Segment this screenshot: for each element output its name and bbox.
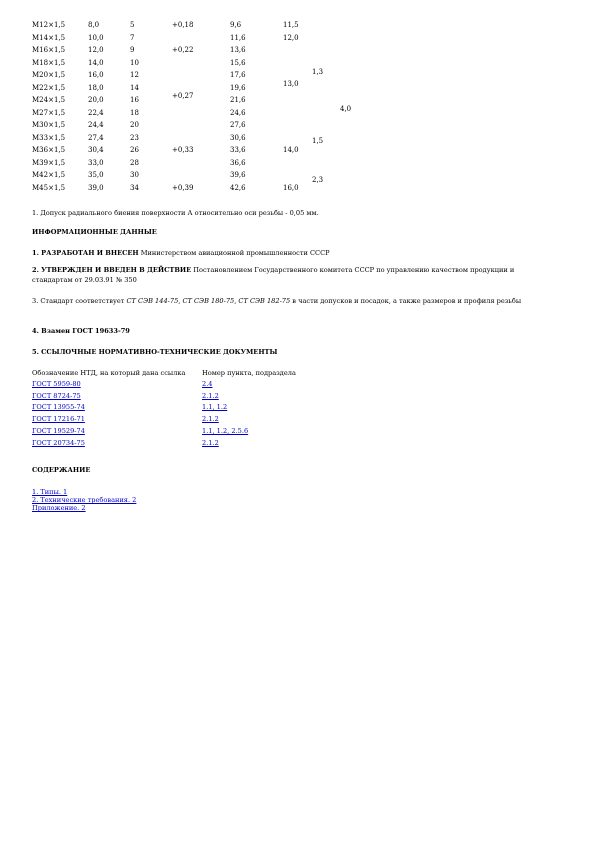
thread-cell: М36×1,5 — [32, 146, 66, 154]
thread-span-cell: 1,3 — [312, 68, 324, 76]
info-item-2-lead: 2. УТВЕРЖДЕН И ВВЕДЕН В ДЕЙСТВИЕ — [32, 266, 192, 274]
thread-cell: 27,4 — [88, 133, 104, 142]
thread-cell: 39,6 — [230, 171, 246, 179]
thread-cell: М12×1,5 — [32, 21, 66, 29]
thread-cell: 21,6 — [230, 96, 246, 104]
thread-cell: 10 — [130, 58, 139, 67]
thread-cell: М45×1,5 — [32, 183, 66, 192]
thread-cell: 13,6 — [230, 46, 246, 54]
thread-cell: 24,4 — [88, 121, 104, 129]
ref-header-doc: Обозначение НТД, на который дана ссылка — [32, 369, 186, 377]
thread-cell: 12,0 — [283, 33, 299, 42]
thread-cell: М42×1,5 — [32, 171, 66, 179]
thread-cell: М30×1,5 — [32, 121, 66, 129]
info-item-4: 4. Взамен ГОСТ 19633-79 — [32, 327, 130, 335]
thread-cell: 30 — [130, 171, 139, 179]
thread-span-cell: 1,5 — [312, 137, 324, 145]
thread-cell: +0,33 — [172, 146, 194, 154]
info-item-3-lead: 3. Стандарт соответствует — [32, 297, 127, 305]
info-item-3 — [32, 297, 552, 307]
info-item-3-standards: СТ СЭВ 144-75, СТ СЭВ 180-75, СТ СЭВ 182-75 — [126, 297, 291, 305]
thread-cell: 30,6 — [230, 133, 246, 142]
thread-cell: 18 — [130, 108, 139, 117]
info-item-1-text: Министерством авиационной промышленности СССР — [138, 249, 330, 257]
thread-cell: 24,6 — [230, 108, 246, 117]
thread-cell: М24×1,5 — [32, 96, 66, 104]
thread-cell: 14,0 — [88, 58, 104, 67]
toc-link-3[interactable]: Приложение. 2 — [32, 504, 86, 512]
thread-cell: 9,6 — [230, 21, 242, 29]
thread-cell: 27,6 — [230, 121, 246, 129]
thread-cell: 12 — [130, 71, 139, 79]
thread-cell: М18×1,5 — [32, 58, 66, 67]
info-item-2-text: Постановлением Государственного комитета СССР по управлению качеством продукции и стандартам от 29.03.91 № 350 — [32, 266, 515, 284]
thread-cell: М16×1,5 — [32, 46, 66, 54]
thread-cell: М27×1,5 — [32, 108, 66, 117]
thread-cell: 12,0 — [88, 46, 104, 54]
thread-cell: +0,22 — [172, 46, 194, 54]
thread-cell: 34 — [130, 183, 139, 192]
thread-span-cell: +0,27 — [172, 92, 194, 100]
thread-cell: 7 — [130, 33, 135, 42]
toc-link-2[interactable]: 2. Технические требования. 2 — [32, 496, 137, 504]
reference-doc-link[interactable]: ГОСТ 8724-75 — [32, 391, 81, 400]
thread-cell: 28 — [130, 158, 139, 167]
thread-cell: 33,0 — [88, 158, 104, 167]
reference-doc-link[interactable]: ГОСТ 13955-74 — [32, 403, 85, 412]
info-item-1 — [32, 249, 552, 259]
thread-cell: 20,0 — [88, 96, 104, 104]
reference-doc-link[interactable]: ГОСТ 19529-74 — [32, 426, 85, 435]
reference-item-link[interactable]: 2.1.2 — [202, 438, 219, 447]
thread-cell: 23 — [130, 133, 139, 142]
info-title: ИНФОРМАЦИОННЫЕ ДАННЫЕ — [32, 228, 157, 236]
thread-cell: 20 — [130, 121, 139, 129]
thread-cell: 19,6 — [230, 83, 246, 92]
thread-cell: +0,39 — [172, 183, 194, 192]
thread-cell: 16 — [130, 96, 139, 104]
thread-cell: 16,0 — [88, 71, 104, 79]
thread-cell: 36,6 — [230, 158, 246, 167]
reference-item-link[interactable]: 2.1.2 — [202, 415, 219, 424]
reference-doc-link[interactable]: ГОСТ 20734-75 — [32, 438, 85, 447]
ref-header-item: Номер пункта, подраздела — [202, 369, 296, 377]
thread-span-cell: 2,3 — [312, 176, 324, 184]
thread-cell: 5 — [130, 21, 135, 29]
thread-cell: 15,6 — [230, 58, 246, 67]
info-item-1-lead: 1. РАЗРАБОТАН И ВНЕСЕН — [32, 249, 139, 257]
thread-cell: 33,6 — [230, 146, 246, 154]
thread-cell: 11,5 — [283, 21, 299, 29]
reference-item-link[interactable]: 2.1.2 — [202, 391, 219, 400]
thread-span-cell: 13,0 — [283, 80, 299, 88]
toc-link-1[interactable]: 1. Типы. 1 — [32, 488, 68, 496]
reference-item-link[interactable]: 1.1, 1.2 — [202, 403, 228, 412]
thread-cell: М14×1,5 — [32, 33, 66, 42]
thread-cell: 39,0 — [88, 183, 104, 192]
thread-cell: 26 — [130, 146, 139, 154]
thread-cell: 10,0 — [88, 33, 104, 42]
thread-cell: М33×1,5 — [32, 133, 66, 142]
thread-cell: 11,6 — [230, 33, 246, 42]
thread-cell: 30,4 — [88, 146, 104, 154]
thread-cell: М22×1,5 — [32, 83, 66, 92]
thread-cell: 22,4 — [88, 108, 104, 117]
reference-item-link[interactable]: 2.4 — [202, 380, 213, 388]
reference-item-link[interactable]: 1.1, 1.2, 2.5.6 — [202, 426, 249, 435]
contents-title: СОДЕРЖАНИЕ — [32, 466, 91, 474]
thread-cell: 16,0 — [283, 183, 299, 192]
thread-cell: 14,0 — [283, 146, 299, 154]
runout-note: 1. Допуск радиального биения поверхности А относительно оси резьбы - 0,05 мм. — [32, 209, 319, 217]
info-item-5: 5. ССЫЛОЧНЫЕ НОРМАТИВНО-ТЕХНИЧЕСКИЕ ДОКУМЕНТЫ — [32, 348, 278, 356]
thread-span-cell: 4,0 — [340, 105, 352, 113]
info-item-2 — [32, 266, 552, 285]
thread-cell: 8,0 — [88, 21, 100, 29]
thread-cell: М20×1,5 — [32, 71, 66, 79]
thread-cell: 17,6 — [230, 71, 246, 79]
reference-doc-link[interactable]: ГОСТ 5959-80 — [32, 380, 81, 388]
reference-doc-link[interactable]: ГОСТ 17216-71 — [32, 415, 85, 424]
thread-cell: М39×1,5 — [32, 158, 66, 167]
info-item-3-text: в части допусков и посадок, а также размеров и профиля резьбы — [290, 297, 522, 305]
thread-cell: +0,18 — [172, 21, 194, 29]
thread-cell: 9 — [130, 46, 135, 54]
thread-cell: 18,0 — [88, 83, 104, 92]
thread-cell: 42,6 — [230, 183, 246, 192]
thread-cell: 35,0 — [88, 171, 104, 179]
thread-cell: 14 — [130, 83, 139, 92]
